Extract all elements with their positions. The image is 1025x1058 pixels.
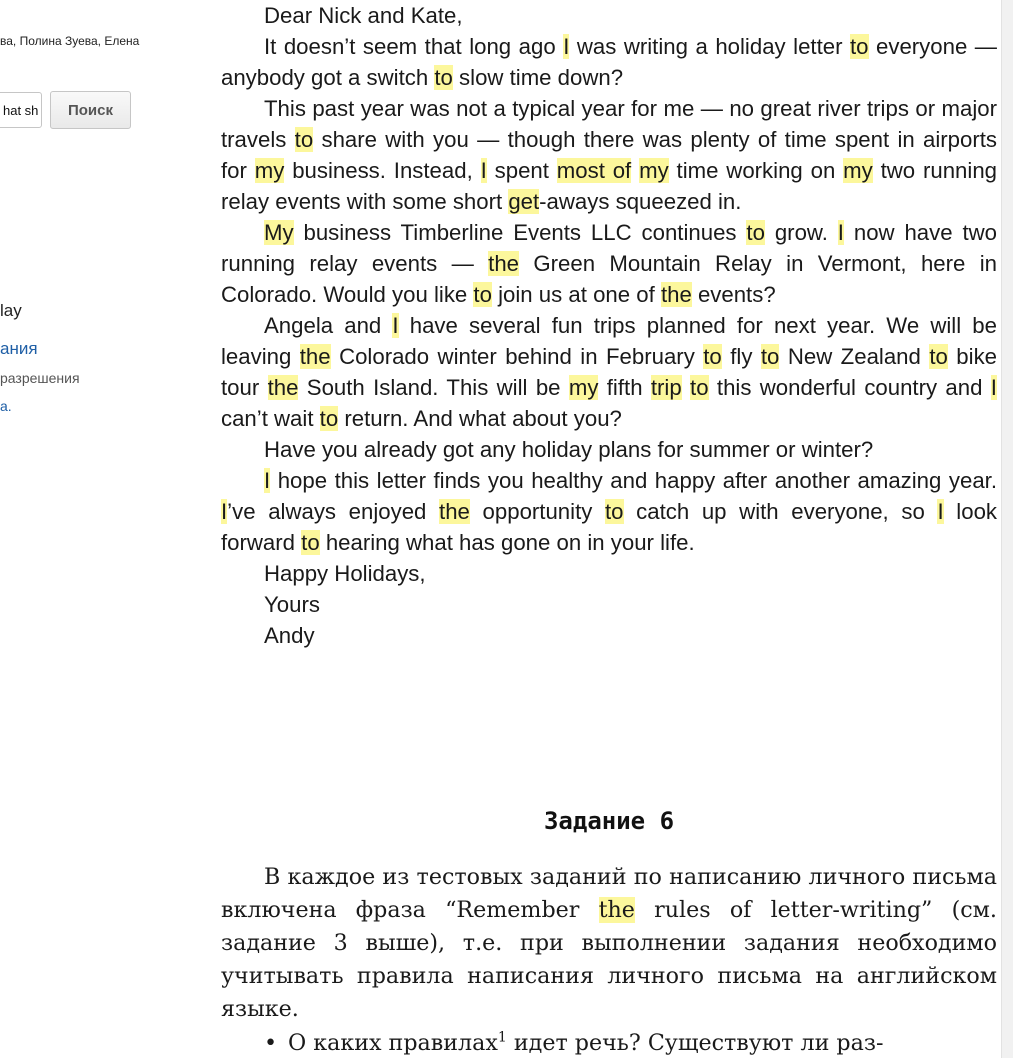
highlighted-word: to (473, 282, 492, 307)
highlighted-word: get (508, 189, 540, 214)
letter-body (221, 31, 997, 558)
closing-line: Happy Holidays, (264, 561, 426, 586)
highlighted-word: I (837, 220, 844, 245)
sidebar-link[interactable]: ания (0, 339, 38, 358)
letter-paragraph: It doesn’t seem that long ago I was writing a holiday letter to everyone — anybody got a switch to slow time down? (221, 34, 997, 90)
highlighted-word: to (301, 530, 320, 555)
highlighted-word: to (929, 344, 948, 369)
highlighted-word: to (434, 65, 453, 90)
highlighted-word: my (843, 158, 873, 183)
highlighted-word: my (639, 158, 669, 183)
authors-text: ва, Полина Зуева, Елена (0, 34, 140, 48)
closing-line: Yours (264, 592, 320, 617)
bullet-text-rest: идет речь? Существуют ли раз- (506, 1030, 884, 1056)
highlighted-word: to (690, 375, 709, 400)
highlighted-word: to (849, 34, 869, 59)
letter-paragraph: I hope this letter finds you healthy and happy after another amazing year. I’ve always enjoyed the opportunity to catch up with everyone, so I look forward to hearing what has gone on in your life. (221, 468, 997, 555)
highlighted-word: I (937, 499, 944, 524)
highlighted-word: I (480, 158, 487, 183)
task-bullet (221, 1027, 997, 1058)
highlighted-word: my (254, 158, 285, 183)
highlighted-word: to (703, 344, 722, 369)
highlighted-word: to (604, 499, 624, 524)
scrollbar[interactable] (1001, 0, 1013, 1058)
left-sidebar (0, 0, 205, 1058)
letter-paragraph: Angela and I have several fun trips planned for next year. We will be leaving the Colorado winter behind in February to fly to New Zealand to bike tour the South Island. This will be my fifth trip to this wonderful country and I can’t wait to return. And what about you? (221, 313, 998, 431)
highlighted-word: to (294, 127, 314, 152)
highlighted-word: the (660, 282, 692, 307)
highlighted-word: the (267, 375, 299, 400)
highlighted-word: to (319, 406, 339, 431)
highlighted-word: My (264, 220, 294, 245)
highlighted-word: I (990, 375, 997, 400)
highlighted-word: I (563, 34, 570, 59)
highlighted-word: trip (650, 375, 682, 400)
task-text (221, 861, 997, 1058)
highlighted-word: the (439, 499, 470, 524)
highlighted-word: the (299, 344, 331, 369)
task-paragraph: В каждое из тестовых заданий по написанию личного письма включена фраза “Remember the rules of letter-writing” (см. задание 3 выше), т.е. при выполнении задания необходимо учитывать правила написания личного письма на английском языке. (221, 864, 997, 1022)
highlighted-word: I (221, 499, 228, 524)
sidebar-item: lay (0, 301, 22, 320)
highlighted-word: my (568, 375, 599, 400)
sidebar-note: разрешения (0, 370, 80, 386)
document-page (205, 0, 1013, 1058)
highlighted-word: to (746, 220, 765, 245)
bullet-text: О каких правилах (288, 1030, 498, 1056)
letter-paragraph: My business Timberline Events LLC continues to grow. I now have two running relay events — the Green Mountain Relay in Vermont, here in Colorado. Would you like to join us at one of the events? (221, 220, 998, 307)
highlighted-word: to (760, 344, 780, 369)
letter-greeting: Dear Nick and Kate, (264, 3, 463, 28)
highlighted-word: I (264, 468, 271, 493)
search-input[interactable] (0, 92, 42, 128)
letter (221, 0, 997, 651)
task-title: Задание 6 (543, 807, 675, 835)
highlighted-word: most of (556, 158, 632, 183)
search-button[interactable]: Поиск (50, 91, 131, 129)
highlighted-word: the (598, 897, 635, 923)
footnote-marker: 1 (497, 1029, 507, 1046)
letter-closing (221, 558, 997, 651)
letter-paragraph: Have you already got any holiday plans for summer or winter? (264, 437, 874, 462)
closing-line: Andy (264, 623, 315, 648)
highlighted-word: I (392, 313, 399, 338)
sidebar-link-secondary[interactable]: а. (0, 398, 12, 414)
letter-paragraph: This past year was not a typical year for me — no great river trips or major travels to share with you — though there was plenty of time spent in airports for my business. Instead, I spent most of my time working on my two running relay events with some short get-aways squeezed in. (221, 96, 998, 214)
highlighted-word: the (488, 251, 519, 276)
bullet-marker: • (264, 1030, 278, 1056)
